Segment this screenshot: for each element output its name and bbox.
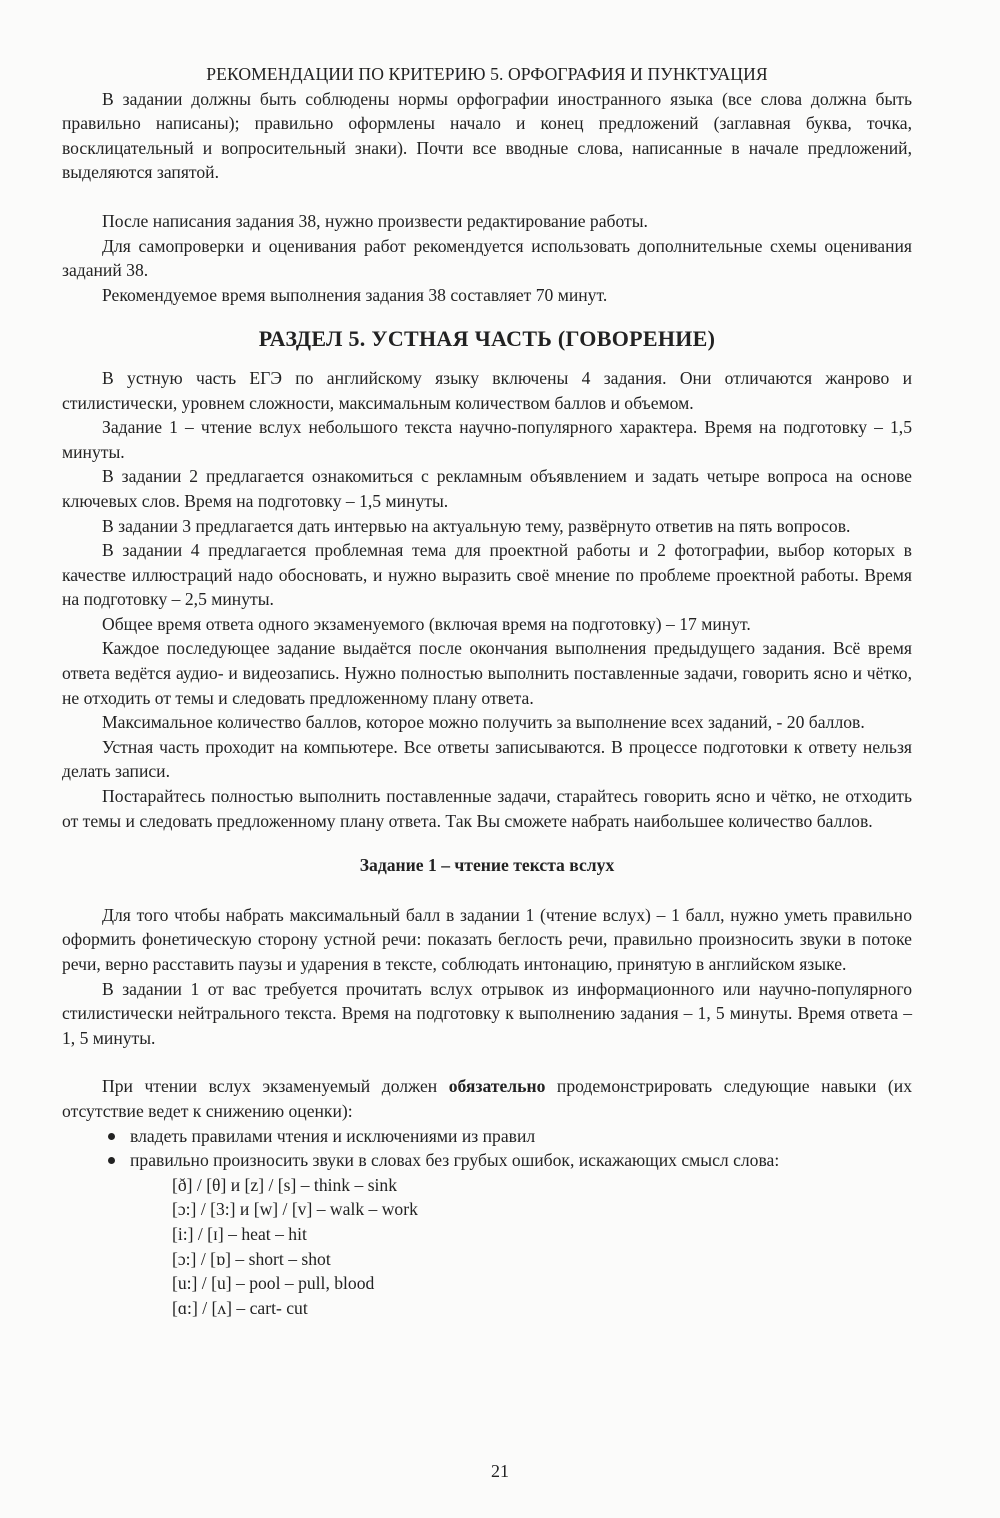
section-paragraph: Максимальное количество баллов, которое можно получить за выполнение всех заданий, - 20 баллов.: [102, 712, 865, 733]
task1-skills-paragraph: [62, 1074, 912, 1123]
phonetic-example: [ɔ:] / [ɒ] – short – shot: [172, 1248, 331, 1269]
bullet-icon: [108, 1133, 115, 1140]
task1-paragraph: Для того чтобы набрать максимальный балл в задании 1 (чтение вслух) – 1 балл, нужно уметь правильно оформить фонетическую сторону устной речи: показать беглость речи, правильно произносить звуки в потоке речи, верно расставить паузы и ударения в тексте, соблюдать интонацию, принятую в английском языке.: [62, 904, 912, 974]
skills-list: [62, 1124, 912, 1173]
spacer: [62, 185, 912, 209]
phonetic-example: [i:] / [ɪ] – heat – hit: [172, 1223, 307, 1244]
criterion-paragraph: В задании должны быть соблюдены нормы орфографии иностранного языка (все слова должна быть правильно написаны); правильно оформлены начало и конец предложений (заглавная буква, точка, восклицательный и вопросительный знаки). Почти все вводные слова, написанные в начале предложений, выделяются запятой.: [62, 88, 912, 183]
section-paragraph: Задание 1 – чтение вслух небольшого текста научно-популярного характера. Время на подготовку – 1,5 минуты.: [62, 417, 912, 462]
phonetic-example: [u:] / [u] – pool – pull, blood: [172, 1273, 375, 1294]
criterion-title: РЕКОМЕНДАЦИИ ПО КРИТЕРИЮ 5. ОРФОГРАФИЯ И ПУНКТУАЦИЯ: [206, 64, 768, 84]
page-number: 21: [491, 1461, 509, 1481]
criterion-paragraph: После написания задания 38, нужно произвести редактирование работы.: [102, 210, 648, 231]
phonetic-example: [ɔ:] / [3:] и [w] / [v] – walk – work: [172, 1199, 418, 1220]
bullet-icon: [108, 1157, 115, 1164]
list-item: [62, 1148, 912, 1173]
list-item-text: правильно произносить звуки в словах без грубых ошибок, искажающих смысл слова:: [130, 1150, 780, 1171]
skills-text-after: продемонстрировать следующие навыки (их отсутствие ведет к снижению оценки):: [62, 1076, 913, 1121]
criterion-paragraph: Для самопроверки и оценивания работ рекомендуется использовать дополнительные схемы оценивания заданий 38.: [62, 235, 912, 281]
page-content: [62, 62, 912, 1320]
section-paragraph: В задании 2 предлагается ознакомиться с рекламным объявлением и задать четыре вопроса на основе ключевых слов. Время на подготовку – 1,5 минуты.: [62, 466, 912, 511]
section-paragraph: Каждое последующее задание выдаётся после окончания выполнения предыдущего задания. Всё время ответа ведётся аудио- и видеозапись. Нужно полностью выполнить поставленные задачи, говорить ясно и чётко, не отходить от темы и следовать предложенному плану ответа.: [62, 638, 912, 708]
list-item: [62, 1124, 912, 1149]
criterion-paragraph: Рекомендуемое время выполнения задания 38 составляет 70 минут.: [102, 284, 608, 305]
task1-title: Задание 1 – чтение текста вслух: [359, 855, 615, 876]
section-paragraph: Устная часть проходит на компьютере. Все ответы записываются. В процессе подготовки к ответу нельзя делать записи.: [62, 736, 912, 782]
spacer: [62, 1050, 912, 1074]
phonetic-examples: [62, 1173, 912, 1321]
phonetic-example: [ɑ:] / [ʌ] – cart- cut: [172, 1297, 308, 1318]
task1-paragraph: В задании 1 от вас требуется прочитать вслух отрывок из информационного или научно-популярного стилистически нейтрального текста. Время на подготовку к выполнению задания – 1, 5 минуты. Время ответа – 1, 5 минуты.: [62, 978, 912, 1048]
section-paragraph: В задании 4 предлагается проблемная тема для проектной работы и 2 фотографии, выбор которых в качестве иллюстраций надо обосновать, и нужно выразить своё мнение по проблеме проектной работы. Время на подготовку – 2,5 минуты.: [62, 540, 912, 610]
list-item-text: владеть правилами чтения и исключениями из правил: [130, 1125, 536, 1146]
section-paragraph: Общее время ответа одного экзаменуемого (включая время на подготовку) – 17 минут.: [102, 613, 751, 634]
section-title: РАЗДЕЛ 5. УСТНАЯ ЧАСТЬ (ГОВОРЕНИЕ): [258, 326, 716, 352]
phonetic-example: [ð] / [θ] и [z] / [s] – think – sink: [172, 1174, 398, 1195]
section-paragraph: В задании 3 предлагается дать интервью на актуальную тему, развёрнуто ответив на пять вопросов.: [102, 515, 851, 536]
skills-text-bold: обязательно: [448, 1076, 546, 1097]
section-paragraph: Постарайтесь полностью выполнить поставленные задачи, старайтесь говорить ясно и чётко, не отходить от темы и следовать предложенному плану ответа. Так Вы сможете набрать наибольшее количество баллов.: [62, 786, 912, 831]
section-paragraph: В устную часть ЕГЭ по английскому языку включены 4 задания. Они отличаются жанрово и стилистически, уровнем сложности, максимальным количеством баллов и объемом.: [62, 367, 912, 413]
skills-text-before: При чтении вслух экзаменуемый должен: [102, 1076, 449, 1097]
